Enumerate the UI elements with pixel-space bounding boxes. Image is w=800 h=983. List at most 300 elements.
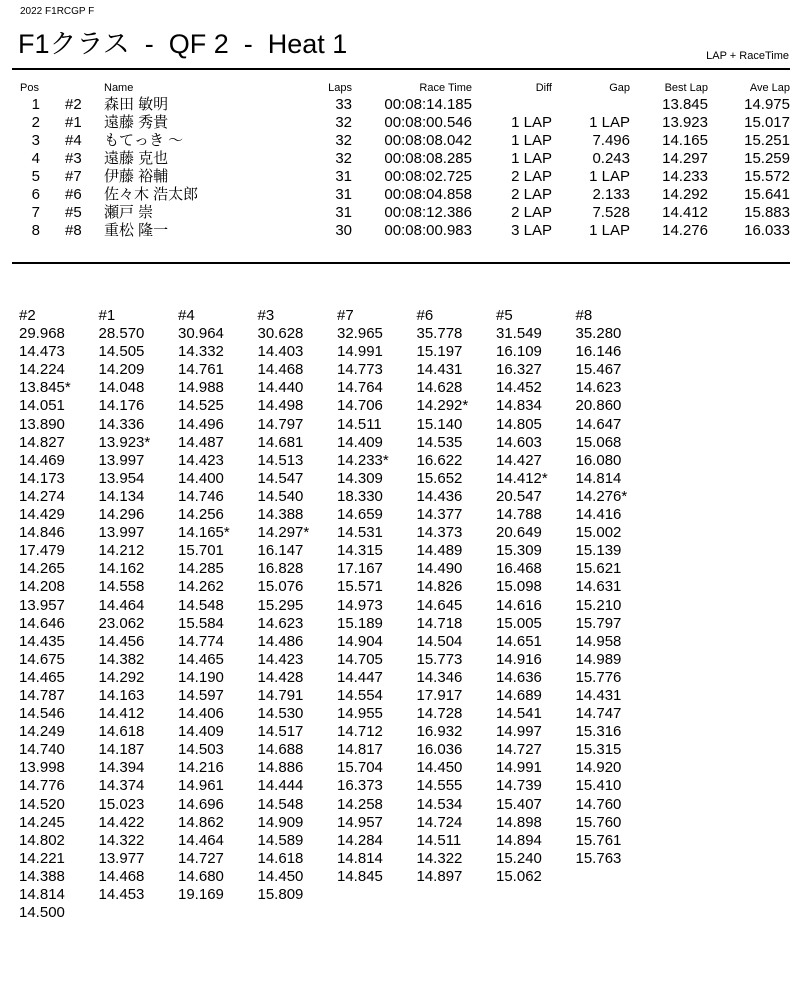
lap-time: 29.968 — [19, 325, 65, 343]
lap-time: 14.916 — [496, 650, 542, 668]
lap-time: 30.964 — [178, 325, 224, 343]
lap-time: 16.109 — [496, 343, 542, 361]
lap-column-car-number: #7 — [337, 307, 354, 324]
result-pos: 3 — [31, 132, 40, 149]
lap-time: 13.998 — [19, 759, 65, 777]
lap-time: 14.534 — [416, 795, 463, 813]
lap-time: 14.496 — [178, 415, 224, 433]
lap-time: 14.728 — [416, 705, 463, 723]
lap-time: 13.997 — [98, 451, 145, 469]
lap-time: 20.649 — [496, 524, 542, 542]
lap-time: 14.554 — [337, 686, 383, 704]
lap-time: 14.631 — [575, 578, 622, 596]
lap-time: 16.622 — [416, 451, 463, 469]
result-ave-lap: 15.641 — [744, 186, 790, 203]
header-pos: Pos — [20, 82, 39, 94]
lap-time: 14.787 — [19, 686, 65, 704]
lap-time: 14.309 — [337, 469, 383, 487]
result-gap: 2.133 — [592, 186, 630, 203]
lap-time: 14.688 — [257, 741, 304, 759]
lap-time: 14.511 — [416, 831, 462, 849]
result-race-time: 00:08:02.725 — [384, 168, 472, 185]
lap-time: 14.681 — [257, 433, 304, 451]
lap-time: 14.636 — [496, 668, 542, 686]
lap-time: 14.422 — [98, 813, 145, 831]
lap-time: 14.409 — [178, 723, 224, 741]
lap-time: 14.957 — [337, 813, 383, 831]
lap-time: 14.540 — [257, 487, 304, 505]
lap-time: 14.245 — [19, 813, 65, 831]
lap-time: 14.555 — [416, 777, 463, 795]
lap-time: 14.373 — [416, 524, 463, 542]
lap-time: 14.597 — [178, 686, 224, 704]
lap-time: 14.504 — [416, 632, 463, 650]
result-best-lap: 14.292 — [662, 186, 708, 203]
result-race-time: 00:08:00.983 — [384, 222, 472, 239]
event-name: 2022 F1RCGP F — [20, 6, 95, 17]
lap-time: 14.452 — [496, 379, 542, 397]
lap-time: 14.513 — [257, 451, 304, 469]
lap-time: 14.336 — [98, 415, 145, 433]
lap-time: 17.917 — [416, 686, 463, 704]
lap-time: 14.284 — [337, 831, 383, 849]
lap-time: 14.400 — [178, 469, 224, 487]
lap-time: 14.651 — [496, 632, 542, 650]
result-best-lap: 14.276 — [662, 222, 708, 239]
result-row — [0, 114, 800, 132]
lap-time: 14.388 — [257, 506, 304, 524]
result-race-time: 00:08:04.858 — [384, 186, 472, 203]
lap-time: 14.423 — [257, 650, 304, 668]
lap-time: 14.846 — [19, 524, 65, 542]
lap-time: 23.062 — [98, 614, 145, 632]
lap-time: 14.862 — [178, 813, 224, 831]
lap-time: 14.774 — [178, 632, 224, 650]
lap-time: 14.834 — [496, 397, 542, 415]
lap-time: 14.920 — [575, 759, 622, 777]
lap-time: 14.346 — [416, 668, 463, 686]
lap-time: 14.628 — [416, 379, 463, 397]
result-pos: 7 — [31, 204, 40, 221]
lap-time: 15.076 — [257, 578, 304, 596]
result-row — [0, 168, 800, 186]
result-row — [0, 204, 800, 222]
lap-time: 15.315 — [575, 741, 622, 759]
lap-time: 14.285 — [178, 560, 224, 578]
result-driver-name: 重松 隆一 — [104, 222, 169, 239]
header-race-time: Race Time — [419, 82, 472, 94]
lap-time: 15.407 — [496, 795, 542, 813]
result-pos: 4 — [31, 150, 40, 167]
lap-time: 14.274 — [19, 487, 65, 505]
result-car-number: #4 — [65, 132, 82, 149]
lap-time: 14.826 — [416, 578, 463, 596]
header-gap: Gap — [609, 82, 630, 94]
lap-time: 14.897 — [416, 867, 463, 885]
lap-time: 14.530 — [257, 705, 304, 723]
lap-time: 14.904 — [337, 632, 383, 650]
lap-column — [337, 307, 417, 922]
lap-time: 14.224 — [19, 361, 65, 379]
lap-time: 14.436 — [416, 487, 463, 505]
lap-time: 16.828 — [257, 560, 304, 578]
result-laps: 33 — [335, 96, 352, 113]
lap-time: 14.498 — [257, 397, 304, 415]
result-diff: 2 LAP — [511, 168, 552, 185]
result-gap: 1 LAP — [589, 222, 630, 239]
lap-time: 14.955 — [337, 705, 383, 723]
lap-column-car-number: #5 — [496, 307, 513, 324]
lap-column — [99, 307, 179, 922]
lap-time: 15.240 — [496, 849, 542, 867]
lap-time: 14.276* — [575, 487, 628, 505]
result-pos: 5 — [31, 168, 40, 185]
header-ave-lap: Ave Lap — [749, 82, 790, 94]
lap-time: 14.791 — [257, 686, 304, 704]
lap-time: 14.909 — [257, 813, 304, 831]
result-pos: 6 — [31, 186, 40, 203]
result-car-number: #7 — [65, 168, 82, 185]
lap-time: 17.479 — [19, 542, 65, 560]
lap-time: 14.431 — [575, 686, 622, 704]
result-diff: 1 LAP — [511, 150, 552, 167]
lap-time: 15.467 — [575, 361, 622, 379]
lap-time: 14.377 — [416, 506, 463, 524]
lap-time: 14.705 — [337, 650, 383, 668]
result-driver-name: 瀬戸 崇 — [104, 204, 154, 221]
lap-column — [417, 307, 497, 922]
lap-time: 14.440 — [257, 379, 304, 397]
lap-time: 13.977 — [98, 849, 145, 867]
lap-column-car-number: #2 — [19, 307, 36, 324]
result-diff: 3 LAP — [511, 222, 552, 239]
lap-time: 15.652 — [416, 469, 463, 487]
lap-time: 14.292* — [416, 397, 469, 415]
result-race-time: 00:08:14.185 — [384, 96, 472, 113]
lap-time: 14.520 — [19, 795, 65, 813]
result-laps: 30 — [335, 222, 352, 239]
lap-column — [576, 307, 656, 922]
lap-time: 14.453 — [98, 886, 145, 903]
lap-time: 14.465 — [19, 668, 65, 686]
lap-time: 14.746 — [178, 487, 224, 505]
lap-time: 14.680 — [178, 867, 224, 885]
lap-column-car-number: #8 — [575, 307, 593, 324]
lap-time: 16.468 — [496, 560, 542, 578]
lap-time: 14.727 — [178, 849, 224, 867]
lap-time: 14.394 — [98, 759, 145, 777]
result-car-number: #5 — [65, 204, 82, 221]
lap-time: 14.208 — [19, 578, 65, 596]
lap-time: 20.547 — [496, 487, 542, 505]
lap-time: 30.628 — [257, 325, 304, 343]
result-car-number: #8 — [65, 222, 82, 239]
lap-time: 15.295 — [257, 596, 304, 614]
result-ave-lap: 15.251 — [744, 132, 790, 149]
lap-times-grid — [19, 307, 655, 922]
lap-time: 14.973 — [337, 596, 383, 614]
result-driver-name: 遠藤 克也 — [104, 150, 169, 167]
lap-time: 15.584 — [178, 614, 224, 632]
result-car-number: #6 — [65, 186, 82, 203]
result-gap: 1 LAP — [589, 168, 630, 185]
lap-time: 14.989 — [575, 650, 622, 668]
lap-time: 19.169 — [178, 886, 224, 903]
lap-time: 15.621 — [575, 560, 622, 578]
lap-time: 14.173 — [19, 469, 65, 487]
lap-time: 28.570 — [98, 325, 145, 343]
lap-time: 14.558 — [98, 578, 145, 596]
lap-time: 14.233* — [337, 451, 389, 469]
lap-time: 15.809 — [257, 886, 304, 903]
lap-time: 14.315 — [337, 542, 383, 560]
lap-time: 14.988 — [178, 379, 224, 397]
results-divider — [12, 262, 790, 264]
lap-time: 14.262 — [178, 578, 224, 596]
lap-time: 15.571 — [337, 578, 383, 596]
lap-time: 14.297* — [257, 524, 310, 542]
result-laps: 32 — [335, 150, 352, 167]
result-best-lap: 14.412 — [662, 204, 708, 221]
lap-time: 14.535 — [416, 433, 463, 451]
lap-column — [258, 307, 338, 922]
result-pos: 8 — [31, 222, 40, 239]
lap-time: 14.814 — [575, 469, 622, 487]
lap-time: 14.696 — [178, 795, 224, 813]
lap-time: 14.221 — [19, 849, 65, 867]
result-best-lap: 14.165 — [662, 132, 708, 149]
result-best-lap: 13.923 — [662, 114, 708, 131]
lap-time: 14.845 — [337, 867, 383, 885]
lap-time: 14.827 — [19, 433, 65, 451]
lap-time: 14.322 — [416, 849, 463, 867]
result-best-lap: 14.233 — [662, 168, 708, 185]
lap-time: 14.991 — [337, 343, 383, 361]
lap-time: 14.209 — [98, 361, 145, 379]
result-row — [0, 186, 800, 204]
result-ave-lap: 14.975 — [744, 96, 790, 113]
result-laps: 32 — [335, 114, 352, 131]
header-laps: Laps — [328, 82, 352, 94]
lap-time: 15.701 — [178, 542, 224, 560]
result-race-time: 00:08:00.546 — [384, 114, 472, 131]
results-table — [0, 82, 800, 240]
lap-time: 14.675 — [19, 650, 65, 668]
lap-time: 13.954 — [98, 469, 145, 487]
lap-time: 14.249 — [19, 723, 65, 741]
lap-time: 14.991 — [496, 759, 542, 777]
lap-column-car-number: #4 — [178, 307, 195, 324]
lap-time: 14.739 — [496, 777, 542, 795]
lap-time: 14.456 — [98, 632, 145, 650]
lap-time: 14.423 — [178, 451, 224, 469]
lap-time: 14.511 — [337, 415, 382, 433]
result-best-lap: 14.297 — [662, 150, 708, 167]
lap-time: 14.886 — [257, 759, 304, 777]
lap-time: 14.645 — [416, 596, 463, 614]
lap-time: 14.718 — [416, 614, 463, 632]
lap-time: 14.427 — [496, 451, 542, 469]
lap-time: 16.147 — [257, 542, 304, 560]
lap-time: 14.406 — [178, 705, 224, 723]
lap-time: 16.932 — [416, 723, 463, 741]
lap-time: 14.176 — [98, 397, 145, 415]
lap-time: 14.541 — [496, 705, 542, 723]
lap-time: 16.036 — [416, 741, 463, 759]
lap-time: 15.197 — [416, 343, 463, 361]
lap-time: 14.428 — [257, 668, 304, 686]
header-divider — [12, 68, 790, 70]
result-pos: 1 — [31, 96, 40, 113]
lap-column-car-number: #1 — [98, 307, 116, 324]
result-driver-name: 遠藤 秀貴 — [104, 114, 169, 131]
lap-time: 14.322 — [98, 831, 145, 849]
lap-time: 14.747 — [575, 705, 622, 723]
lap-time: 14.646 — [19, 614, 65, 632]
result-race-time: 00:08:08.285 — [384, 150, 472, 167]
result-row — [0, 222, 800, 240]
lap-time: 14.623 — [257, 614, 304, 632]
lap-time: 14.997 — [496, 723, 542, 741]
lap-time: 14.546 — [19, 705, 65, 723]
lap-time: 14.431 — [416, 361, 463, 379]
lap-time: 14.689 — [496, 686, 542, 704]
lap-time: 14.814 — [337, 849, 383, 867]
lap-time: 14.500 — [19, 904, 65, 922]
result-diff: 1 LAP — [511, 114, 552, 131]
lap-column — [496, 307, 576, 922]
lap-time: 14.802 — [19, 831, 65, 849]
lap-time: 14.623 — [575, 379, 622, 397]
result-diff: 1 LAP — [511, 132, 552, 149]
lap-time: 14.618 — [257, 849, 304, 867]
lap-time: 14.548 — [257, 795, 304, 813]
lap-time: 14.490 — [416, 560, 463, 578]
lap-time: 14.388 — [19, 867, 65, 885]
lap-column — [178, 307, 258, 922]
lap-time: 16.080 — [575, 451, 622, 469]
lap-time: 14.724 — [416, 813, 463, 831]
lap-time: 15.760 — [575, 813, 622, 831]
lap-time: 16.146 — [575, 343, 622, 361]
lap-time: 14.382 — [98, 650, 145, 668]
lap-time: 14.503 — [178, 741, 224, 759]
lap-time: 15.005 — [496, 614, 542, 632]
result-ave-lap: 15.883 — [744, 204, 790, 221]
lap-time: 15.761 — [575, 831, 622, 849]
result-row — [0, 150, 800, 168]
lap-time: 14.465 — [178, 650, 224, 668]
lap-time: 14.486 — [257, 632, 304, 650]
result-driver-name: もてっき ～ — [104, 132, 184, 149]
result-pos: 2 — [31, 114, 40, 131]
lap-time: 14.505 — [98, 343, 145, 361]
lap-time: 14.740 — [19, 741, 65, 759]
result-laps: 31 — [335, 168, 352, 185]
result-gap: 1 LAP — [589, 114, 630, 131]
lap-time: 15.062 — [496, 867, 542, 885]
lap-time: 15.797 — [575, 614, 622, 632]
lap-time: 13.845* — [19, 379, 71, 397]
lap-time: 14.374 — [98, 777, 145, 795]
lap-time: 14.265 — [19, 560, 65, 578]
lap-time: 15.704 — [337, 759, 383, 777]
lap-time: 14.487 — [178, 433, 224, 451]
lap-time: 15.140 — [416, 415, 463, 433]
result-laps: 31 — [335, 186, 352, 203]
lap-time: 14.409 — [337, 433, 383, 451]
lap-time: 18.330 — [337, 487, 383, 505]
lap-time: 15.309 — [496, 542, 542, 560]
lap-time: 14.712 — [337, 723, 383, 741]
lap-time: 14.468 — [257, 361, 304, 379]
lap-time: 20.860 — [575, 397, 622, 415]
lap-time: 14.468 — [98, 867, 145, 885]
lap-time: 15.139 — [575, 542, 622, 560]
lap-time: 14.429 — [19, 506, 65, 524]
lap-column-car-number: #6 — [416, 307, 434, 324]
lap-time: 14.444 — [257, 777, 304, 795]
lap-time: 14.134 — [98, 487, 145, 505]
result-laps: 32 — [335, 132, 352, 149]
lap-time: 14.048 — [98, 379, 145, 397]
result-ave-lap: 15.572 — [744, 168, 790, 185]
lap-time: 14.727 — [496, 741, 542, 759]
lap-time: 15.189 — [337, 614, 383, 632]
lap-time: 14.332 — [178, 343, 224, 361]
result-ave-lap: 15.017 — [744, 114, 790, 131]
result-diff: 2 LAP — [511, 186, 552, 203]
results-header-row — [0, 82, 800, 96]
lap-time: 14.817 — [337, 741, 383, 759]
lap-time: 14.706 — [337, 397, 383, 415]
lap-time: 14.773 — [337, 361, 383, 379]
lap-column — [19, 307, 99, 922]
lap-time: 15.023 — [98, 795, 145, 813]
lap-time: 16.373 — [337, 777, 383, 795]
result-laps: 31 — [335, 204, 352, 221]
result-car-number: #2 — [65, 96, 82, 113]
lap-time: 14.805 — [496, 415, 542, 433]
lap-time: 14.525 — [178, 397, 224, 415]
lap-time: 14.603 — [496, 433, 542, 451]
lap-time: 14.760 — [575, 795, 622, 813]
lap-time: 14.162 — [98, 560, 145, 578]
lap-time: 14.450 — [257, 867, 304, 885]
result-car-number: #1 — [65, 114, 82, 131]
lap-time: 15.316 — [575, 723, 622, 741]
result-gap: 7.496 — [592, 132, 630, 149]
lap-time: 14.447 — [337, 668, 383, 686]
lap-time: 14.659 — [337, 506, 383, 524]
lap-time: 15.068 — [575, 433, 622, 451]
lap-time: 15.776 — [575, 668, 622, 686]
lap-time: 14.450 — [416, 759, 463, 777]
lap-time: 14.961 — [178, 777, 224, 795]
lap-time: 14.464 — [98, 596, 145, 614]
header-diff: Diff — [535, 82, 552, 94]
lap-time: 14.412* — [496, 469, 548, 487]
lap-time: 14.764 — [337, 379, 383, 397]
lap-time: 14.165* — [178, 524, 230, 542]
lap-time: 15.773 — [416, 650, 463, 668]
lap-time: 17.167 — [337, 560, 383, 578]
lap-time: 14.256 — [178, 506, 224, 524]
lap-time: 15.210 — [575, 596, 622, 614]
lap-time: 15.410 — [575, 777, 622, 795]
lap-time: 14.517 — [257, 723, 304, 741]
result-row — [0, 132, 800, 150]
